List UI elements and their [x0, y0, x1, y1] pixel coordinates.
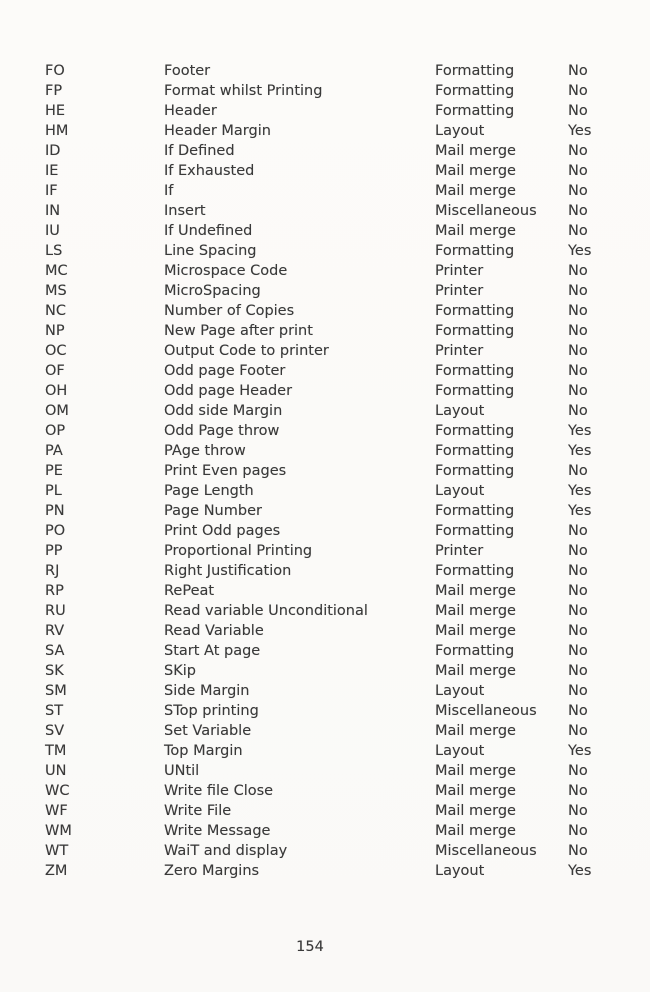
command-embedded-value: No: [568, 263, 588, 279]
table-row: [0, 501, 650, 521]
command-code: WM: [45, 823, 72, 839]
command-description: Odd page Header: [164, 383, 293, 399]
command-code: IF: [45, 183, 58, 199]
command-embedded-value: No: [568, 683, 588, 699]
command-embedded-value: No: [568, 163, 588, 179]
command-description: Print Even pages: [164, 463, 287, 479]
command-description: MicroSpacing: [164, 283, 261, 299]
command-description: Zero Margins: [164, 863, 260, 879]
command-description: Output Code to printer: [164, 343, 329, 359]
command-category: Mail merge: [435, 663, 516, 679]
command-code: ID: [45, 143, 61, 159]
command-category: Formatting: [435, 243, 515, 259]
command-code: PE: [45, 463, 63, 479]
command-category: Printer: [435, 283, 484, 299]
command-category: Formatting: [435, 303, 515, 319]
command-code: SA: [45, 643, 65, 659]
command-code: UN: [45, 763, 67, 779]
command-category: Formatting: [435, 383, 515, 399]
command-code: SM: [45, 683, 67, 699]
command-embedded-value: No: [568, 583, 588, 599]
command-description: Side Margin: [164, 683, 250, 699]
command-description: SKip: [164, 663, 196, 679]
command-category: Miscellaneous: [435, 203, 537, 219]
command-code: SK: [45, 663, 64, 679]
command-category: Mail merge: [435, 623, 516, 639]
command-description: Write File: [164, 803, 232, 819]
command-description: Read Variable: [164, 623, 264, 639]
command-table: [0, 61, 650, 881]
table-row: [0, 461, 650, 481]
command-category: Mail merge: [435, 723, 516, 739]
command-embedded-value: No: [568, 563, 588, 579]
command-description: Write Message: [164, 823, 271, 839]
command-embedded-value: No: [568, 283, 588, 299]
command-embedded-value: Yes: [568, 243, 592, 259]
table-row: [0, 721, 650, 741]
command-embedded-value: No: [568, 623, 588, 639]
command-embedded-value: No: [568, 843, 588, 859]
command-description: If Defined: [164, 143, 235, 159]
command-code: RP: [45, 583, 64, 599]
table-row: [0, 741, 650, 761]
table-row: [0, 601, 650, 621]
command-description: Header Margin: [164, 123, 271, 139]
table-row: [0, 161, 650, 181]
command-embedded-value: No: [568, 83, 588, 99]
command-code: PA: [45, 443, 63, 459]
command-code: LS: [45, 243, 63, 259]
table-row: [0, 261, 650, 281]
command-description: New Page after print: [164, 323, 313, 339]
command-code: OF: [45, 363, 65, 379]
command-description: If Exhausted: [164, 163, 255, 179]
table-row: [0, 321, 650, 341]
command-code: RU: [45, 603, 66, 619]
table-row: [0, 861, 650, 881]
command-embedded-value: No: [568, 303, 588, 319]
command-category: Printer: [435, 343, 484, 359]
command-description: STop printing: [164, 703, 259, 719]
command-description: Start At page: [164, 643, 261, 659]
command-code: TM: [45, 743, 67, 759]
command-embedded-value: No: [568, 143, 588, 159]
command-category: Mail merge: [435, 223, 516, 239]
command-category: Formatting: [435, 83, 515, 99]
command-code: SV: [45, 723, 65, 739]
command-description: Footer: [164, 63, 211, 79]
command-description: Line Spacing: [164, 243, 257, 259]
command-code: OM: [45, 403, 69, 419]
command-category: Mail merge: [435, 583, 516, 599]
command-category: Printer: [435, 543, 484, 559]
table-row: [0, 61, 650, 81]
command-code: IN: [45, 203, 61, 219]
command-category: Layout: [435, 403, 485, 419]
command-category: Mail merge: [435, 783, 516, 799]
command-code: OH: [45, 383, 68, 399]
command-description: Odd Page throw: [164, 423, 280, 439]
command-category: Formatting: [435, 103, 515, 119]
table-row: [0, 681, 650, 701]
command-embedded-value: No: [568, 343, 588, 359]
command-category: Mail merge: [435, 803, 516, 819]
command-category: Mail merge: [435, 763, 516, 779]
command-code: RJ: [45, 563, 60, 579]
table-row: [0, 341, 650, 361]
command-description: Write file Close: [164, 783, 274, 799]
command-embedded-value: Yes: [568, 423, 592, 439]
table-row: [0, 181, 650, 201]
table-row: [0, 841, 650, 861]
command-description: Insert: [164, 203, 206, 219]
command-embedded-value: Yes: [568, 503, 592, 519]
command-description: Format whilst Printing: [164, 83, 323, 99]
table-row: [0, 301, 650, 321]
command-category: Mail merge: [435, 143, 516, 159]
table-row: [0, 281, 650, 301]
command-category: Formatting: [435, 323, 515, 339]
command-embedded-value: No: [568, 603, 588, 619]
command-code: PP: [45, 543, 63, 559]
command-category: Layout: [435, 743, 485, 759]
command-category: Formatting: [435, 643, 515, 659]
table-row: [0, 81, 650, 101]
command-embedded-value: No: [568, 823, 588, 839]
command-category: Miscellaneous: [435, 703, 537, 719]
command-code: HE: [45, 103, 66, 119]
table-row: [0, 581, 650, 601]
command-embedded-value: No: [568, 323, 588, 339]
command-category: Printer: [435, 263, 484, 279]
command-embedded-value: No: [568, 523, 588, 539]
command-code: WF: [45, 803, 68, 819]
command-category: Layout: [435, 483, 485, 499]
command-description: RePeat: [164, 583, 215, 599]
command-code: RV: [45, 623, 65, 639]
table-row: [0, 381, 650, 401]
command-embedded-value: No: [568, 103, 588, 119]
command-embedded-value: No: [568, 63, 588, 79]
command-category: Formatting: [435, 503, 515, 519]
table-row: [0, 781, 650, 801]
command-description: WaiT and display: [164, 843, 288, 859]
table-row: [0, 701, 650, 721]
command-category: Formatting: [435, 443, 515, 459]
command-category: Mail merge: [435, 183, 516, 199]
table-row: [0, 121, 650, 141]
command-description: UNtil: [164, 763, 200, 779]
table-row: [0, 481, 650, 501]
command-embedded-value: No: [568, 643, 588, 659]
command-embedded-value: No: [568, 703, 588, 719]
command-code: MS: [45, 283, 67, 299]
command-description: PAge throw: [164, 443, 246, 459]
command-category: Formatting: [435, 63, 515, 79]
command-description: Proportional Printing: [164, 543, 313, 559]
command-embedded-value: Yes: [568, 863, 592, 879]
command-category: Formatting: [435, 563, 515, 579]
command-embedded-value: No: [568, 763, 588, 779]
command-description: Odd page Footer: [164, 363, 286, 379]
table-row: [0, 661, 650, 681]
command-description: Read variable Unconditional: [164, 603, 368, 619]
table-row: [0, 401, 650, 421]
command-embedded-value: Yes: [568, 443, 592, 459]
command-description: Microspace Code: [164, 263, 288, 279]
command-code: PL: [45, 483, 62, 499]
command-category: Mail merge: [435, 603, 516, 619]
command-embedded-value: Yes: [568, 743, 592, 759]
command-code: ST: [45, 703, 64, 719]
command-code: OP: [45, 423, 66, 439]
command-category: Formatting: [435, 463, 515, 479]
table-row: [0, 441, 650, 461]
command-embedded-value: No: [568, 223, 588, 239]
command-code: FO: [45, 63, 65, 79]
command-embedded-value: No: [568, 203, 588, 219]
command-embedded-value: No: [568, 783, 588, 799]
command-code: OC: [45, 343, 67, 359]
command-description: Number of Copies: [164, 303, 295, 319]
table-row: [0, 801, 650, 821]
command-code: WC: [45, 783, 70, 799]
table-row: [0, 241, 650, 261]
table-row: [0, 761, 650, 781]
command-embedded-value: No: [568, 543, 588, 559]
command-embedded-value: No: [568, 183, 588, 199]
command-category: Layout: [435, 683, 485, 699]
command-embedded-value: No: [568, 803, 588, 819]
command-code: MC: [45, 263, 68, 279]
command-code: WT: [45, 843, 69, 859]
command-embedded-value: No: [568, 723, 588, 739]
command-embedded-value: No: [568, 463, 588, 479]
table-row: [0, 621, 650, 641]
command-category: Mail merge: [435, 823, 516, 839]
command-description: Right Justification: [164, 563, 292, 579]
table-row: [0, 221, 650, 241]
table-row: [0, 141, 650, 161]
page-number: 154: [296, 939, 324, 955]
table-row: [0, 821, 650, 841]
table-row: [0, 361, 650, 381]
table-row: [0, 521, 650, 541]
command-code: PN: [45, 503, 65, 519]
command-code: NP: [45, 323, 65, 339]
table-row: [0, 541, 650, 561]
command-description: Odd side Margin: [164, 403, 283, 419]
table-row: [0, 561, 650, 581]
command-embedded-value: No: [568, 403, 588, 419]
command-code: NC: [45, 303, 66, 319]
command-code: PO: [45, 523, 66, 539]
command-category: Layout: [435, 123, 485, 139]
command-embedded-value: No: [568, 383, 588, 399]
command-category: Formatting: [435, 363, 515, 379]
command-embedded-value: No: [568, 663, 588, 679]
command-description: Print Odd pages: [164, 523, 281, 539]
command-code: HM: [45, 123, 69, 139]
table-row: [0, 641, 650, 661]
command-description: Page Length: [164, 483, 254, 499]
command-code: IU: [45, 223, 60, 239]
command-code: ZM: [45, 863, 68, 879]
command-category: Layout: [435, 863, 485, 879]
command-category: Miscellaneous: [435, 843, 537, 859]
table-row: [0, 201, 650, 221]
command-category: Mail merge: [435, 163, 516, 179]
command-description: Header: [164, 103, 217, 119]
command-code: IE: [45, 163, 59, 179]
command-description: Page Number: [164, 503, 262, 519]
command-description: Top Margin: [164, 743, 243, 759]
command-category: Formatting: [435, 423, 515, 439]
command-code: FP: [45, 83, 63, 99]
command-description: If: [164, 183, 174, 199]
table-row: [0, 101, 650, 121]
command-description: Set Variable: [164, 723, 252, 739]
command-embedded-value: No: [568, 363, 588, 379]
command-embedded-value: Yes: [568, 483, 592, 499]
table-row: [0, 421, 650, 441]
command-category: Formatting: [435, 523, 515, 539]
command-embedded-value: Yes: [568, 123, 592, 139]
command-description: If Undefined: [164, 223, 253, 239]
